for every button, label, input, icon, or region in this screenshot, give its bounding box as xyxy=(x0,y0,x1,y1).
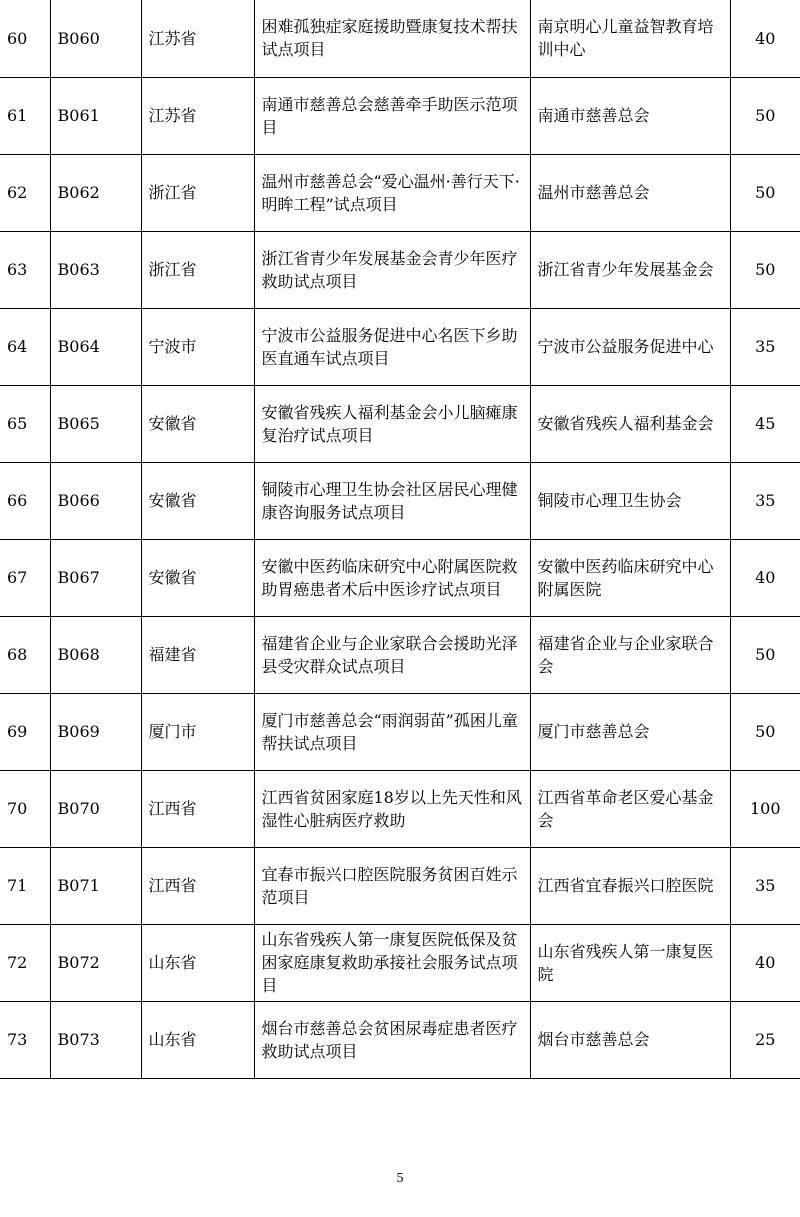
cell-project: 安徽中医药临床研究中心附属医院救助胃癌患者术后中医诊疗试点项目 xyxy=(254,539,530,616)
cell-no: 67 xyxy=(0,539,50,616)
table-row xyxy=(0,308,800,385)
page-number: 5 xyxy=(396,1171,404,1186)
cell-amount: 45 xyxy=(730,385,800,462)
cell-region: 浙江省 xyxy=(141,154,254,231)
cell-region: 山东省 xyxy=(141,1001,254,1078)
cell-amount: 100 xyxy=(730,770,800,847)
cell-organization: 江西省宜春振兴口腔医院 xyxy=(530,847,730,924)
cell-amount: 25 xyxy=(730,1001,800,1078)
cell-organization: 厦门市慈善总会 xyxy=(530,693,730,770)
cell-region: 宁波市 xyxy=(141,308,254,385)
cell-organization: 安徽省残疾人福利基金会 xyxy=(530,385,730,462)
cell-code: B070 xyxy=(50,770,141,847)
cell-code: B071 xyxy=(50,847,141,924)
cell-amount: 50 xyxy=(730,693,800,770)
cell-no: 63 xyxy=(0,231,50,308)
table-row xyxy=(0,385,800,462)
table-row xyxy=(0,616,800,693)
cell-no: 61 xyxy=(0,77,50,154)
cell-code: B062 xyxy=(50,154,141,231)
cell-project: 温州市慈善总会“爱心温州·善行天下·明眸工程”试点项目 xyxy=(254,154,530,231)
cell-code: B066 xyxy=(50,462,141,539)
cell-region: 厦门市 xyxy=(141,693,254,770)
cell-code: B065 xyxy=(50,385,141,462)
cell-no: 64 xyxy=(0,308,50,385)
cell-no: 68 xyxy=(0,616,50,693)
cell-code: B060 xyxy=(50,0,141,77)
cell-code: B067 xyxy=(50,539,141,616)
cell-no: 73 xyxy=(0,1001,50,1078)
cell-amount: 50 xyxy=(730,77,800,154)
cell-region: 山东省 xyxy=(141,924,254,1001)
cell-code: B072 xyxy=(50,924,141,1001)
cell-organization: 温州市慈善总会 xyxy=(530,154,730,231)
cell-amount: 40 xyxy=(730,924,800,1001)
cell-amount: 35 xyxy=(730,308,800,385)
cell-organization: 南京明心儿童益智教育培训中心 xyxy=(530,0,730,77)
cell-no: 60 xyxy=(0,0,50,77)
cell-region: 江西省 xyxy=(141,847,254,924)
cell-project: 烟台市慈善总会贫困尿毒症患者医疗救助试点项目 xyxy=(254,1001,530,1078)
cell-organization: 铜陵市心理卫生协会 xyxy=(530,462,730,539)
cell-no: 66 xyxy=(0,462,50,539)
cell-amount: 40 xyxy=(730,539,800,616)
cell-project: 山东省残疾人第一康复医院低保及贫困家庭康复救助承接社会服务试点项目 xyxy=(254,924,530,1001)
cell-project: 浙江省青少年发展基金会青少年医疗救助试点项目 xyxy=(254,231,530,308)
table-row xyxy=(0,0,800,77)
cell-organization: 宁波市公益服务促进中心 xyxy=(530,308,730,385)
table-row xyxy=(0,154,800,231)
cell-code: B064 xyxy=(50,308,141,385)
cell-amount: 50 xyxy=(730,154,800,231)
table-row xyxy=(0,231,800,308)
cell-project: 宜春市振兴口腔医院服务贫困百姓示范项目 xyxy=(254,847,530,924)
cell-code: B068 xyxy=(50,616,141,693)
cell-organization: 浙江省青少年发展基金会 xyxy=(530,231,730,308)
cell-organization: 福建省企业与企业家联合会 xyxy=(530,616,730,693)
cell-no: 71 xyxy=(0,847,50,924)
table-row xyxy=(0,847,800,924)
cell-project: 江西省贫困家庭18岁以上先天性和风湿性心脏病医疗救助 xyxy=(254,770,530,847)
table-row xyxy=(0,924,800,1001)
cell-organization: 江西省革命老区爱心基金会 xyxy=(530,770,730,847)
cell-project: 铜陵市心理卫生协会社区居民心理健康咨询服务试点项目 xyxy=(254,462,530,539)
cell-project: 厦门市慈善总会“雨润弱苗”孤困儿童帮扶试点项目 xyxy=(254,693,530,770)
cell-amount: 35 xyxy=(730,847,800,924)
cell-code: B069 xyxy=(50,693,141,770)
cell-project: 安徽省残疾人福利基金会小儿脑瘫康复治疗试点项目 xyxy=(254,385,530,462)
cell-project: 福建省企业与企业家联合会援助光泽县受灾群众试点项目 xyxy=(254,616,530,693)
cell-region: 浙江省 xyxy=(141,231,254,308)
table-row xyxy=(0,77,800,154)
table-row xyxy=(0,1001,800,1078)
table-row xyxy=(0,770,800,847)
cell-region: 福建省 xyxy=(141,616,254,693)
cell-no: 72 xyxy=(0,924,50,1001)
cell-region: 江苏省 xyxy=(141,0,254,77)
cell-no: 65 xyxy=(0,385,50,462)
cell-amount: 50 xyxy=(730,616,800,693)
cell-organization: 南通市慈善总会 xyxy=(530,77,730,154)
cell-project: 宁波市公益服务促进中心名医下乡助医直通车试点项目 xyxy=(254,308,530,385)
cell-amount: 50 xyxy=(730,231,800,308)
cell-amount: 40 xyxy=(730,0,800,77)
cell-code: B061 xyxy=(50,77,141,154)
table-row xyxy=(0,693,800,770)
cell-region: 安徽省 xyxy=(141,462,254,539)
cell-organization: 烟台市慈善总会 xyxy=(530,1001,730,1078)
cell-region: 江苏省 xyxy=(141,77,254,154)
cell-project: 困难孤独症家庭援助暨康复技术帮扶试点项目 xyxy=(254,0,530,77)
cell-region: 安徽省 xyxy=(141,539,254,616)
table-row xyxy=(0,462,800,539)
cell-code: B073 xyxy=(50,1001,141,1078)
table-row xyxy=(0,539,800,616)
cell-region: 安徽省 xyxy=(141,385,254,462)
cell-amount: 35 xyxy=(730,462,800,539)
cell-organization: 安徽中医药临床研究中心附属医院 xyxy=(530,539,730,616)
cell-project: 南通市慈善总会慈善牵手助医示范项目 xyxy=(254,77,530,154)
cell-no: 70 xyxy=(0,770,50,847)
cell-region: 江西省 xyxy=(141,770,254,847)
cell-no: 62 xyxy=(0,154,50,231)
cell-organization: 山东省残疾人第一康复医院 xyxy=(530,924,730,1001)
cell-no: 69 xyxy=(0,693,50,770)
cell-code: B063 xyxy=(50,231,141,308)
